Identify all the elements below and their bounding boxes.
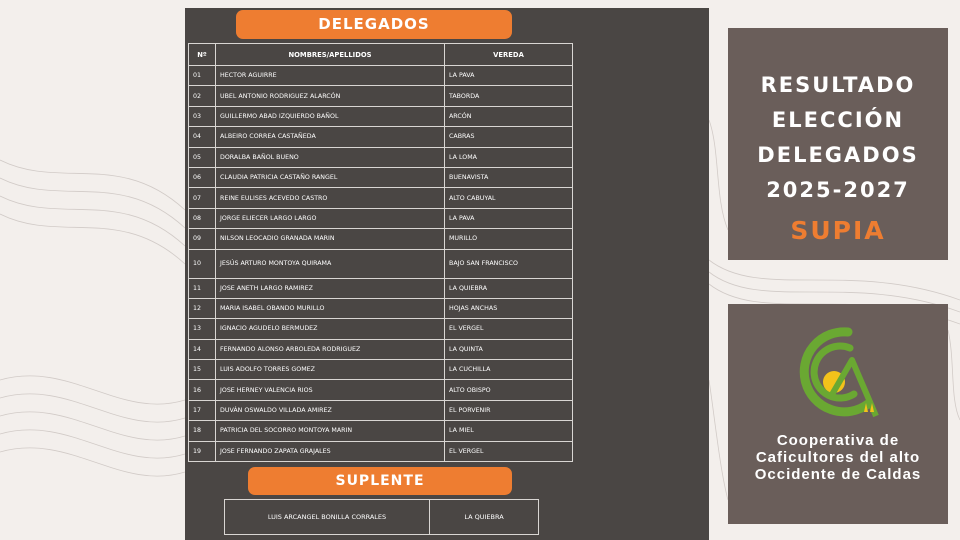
table-row (189, 106, 573, 126)
row-number: 13 (189, 319, 216, 339)
row-number: 06 (189, 167, 216, 187)
row-vereda: EL PORVENIR (445, 400, 573, 420)
table-row (189, 319, 573, 339)
table-row (189, 360, 573, 380)
row-vereda: BUENAVISTA (445, 167, 573, 187)
row-number: 03 (189, 106, 216, 126)
row-number: 19 (189, 441, 216, 461)
row-number: 08 (189, 208, 216, 228)
table-row (189, 421, 573, 441)
row-name: DUVÁN OSWALDO VILLADA AMIREZ (216, 400, 445, 420)
row-number: 04 (189, 127, 216, 147)
table-row (189, 229, 573, 249)
row-name: ALBEIRO CORREA CASTAÑEDA (216, 127, 445, 147)
result-box (728, 28, 948, 260)
row-name: DORALBA BAÑOL BUENO (216, 147, 445, 167)
result-city: SUPIA (790, 216, 886, 245)
row-number: 17 (189, 400, 216, 420)
row-name: CLAUDIA PATRICIA CASTAÑO RANGEL (216, 167, 445, 187)
row-name: JOSE FERNANDO ZAPATA GRAJALES (216, 441, 445, 461)
row-vereda: CABRAS (445, 127, 573, 147)
suplente-header: SUPLENTE (248, 467, 512, 495)
row-name: FERNANDO ALONSO ARBOLEDA RODRIGUEZ (216, 339, 445, 359)
row-name: JOSE HERNEY VALENCIA RIOS (216, 380, 445, 400)
row-number: 05 (189, 147, 216, 167)
result-title: RESULTADO ELECCIÓN DELEGADOS 2025-2027 (757, 73, 919, 202)
row-name: GUILLERMO ABAD IZQUIERDO BAÑOL (216, 106, 445, 126)
column-header-number: Nº (189, 44, 216, 66)
suplente-vereda: LA QUIEBRA (430, 500, 539, 535)
table-row (189, 249, 573, 278)
row-number: 18 (189, 421, 216, 441)
row-vereda: LA MIEL (445, 421, 573, 441)
row-vereda: LA QUINTA (445, 339, 573, 359)
row-name: LUIS ADOLFO TORRES GOMEZ (216, 360, 445, 380)
row-name: IGNACIO AGUDELO BERMUDEZ (216, 319, 445, 339)
delegates-table (188, 43, 573, 462)
table-row (189, 339, 573, 359)
row-number: 09 (189, 229, 216, 249)
table-row (189, 188, 573, 208)
row-number: 07 (189, 188, 216, 208)
table-row (189, 298, 573, 318)
row-vereda: LA PAVA (445, 66, 573, 86)
row-name: MARIA ISABEL OBANDO MURILLO (216, 298, 445, 318)
row-name: REINE EULISES ACEVEDO CASTRO (216, 188, 445, 208)
row-number: 15 (189, 360, 216, 380)
row-vereda: BAJO SAN FRANCISCO (445, 249, 573, 278)
delegados-header: DELEGADOS (236, 10, 512, 39)
row-name: UBEL ANTONIO RODRIGUEZ ALARCÓN (216, 86, 445, 106)
row-number: 01 (189, 66, 216, 86)
row-vereda: LA LOMA (445, 147, 573, 167)
table-row (189, 86, 573, 106)
table-row (189, 147, 573, 167)
row-number: 14 (189, 339, 216, 359)
row-name: PATRICIA DEL SOCORRO MONTOYA MARIN (216, 421, 445, 441)
cooperative-logo-icon (790, 320, 890, 430)
row-number: 10 (189, 249, 216, 278)
table-header-row (189, 44, 573, 66)
table-row (189, 127, 573, 147)
row-vereda: LA CUCHILLA (445, 360, 573, 380)
row-number: 12 (189, 298, 216, 318)
table-row (189, 441, 573, 461)
column-header-vereda: VEREDA (445, 44, 573, 66)
table-row (225, 500, 539, 535)
row-number: 02 (189, 86, 216, 106)
suplente-name: LUIS ARCANGEL BONILLA CORRALES (225, 500, 430, 535)
row-vereda: ALTO OBISPO (445, 380, 573, 400)
row-vereda: MURILLO (445, 229, 573, 249)
table-row (189, 400, 573, 420)
cooperative-name: Cooperativa de Caficultores del alto Occidente de Caldas (754, 432, 922, 483)
table-row (189, 208, 573, 228)
row-vereda: ARCÓN (445, 106, 573, 126)
table-row (189, 66, 573, 86)
cooperative-box (728, 304, 948, 524)
column-header-names: NOMBRES/APELLIDOS (216, 44, 445, 66)
row-name: JORGE ELIECER LARGO LARGO (216, 208, 445, 228)
table-row (189, 278, 573, 298)
row-number: 11 (189, 278, 216, 298)
table-row (189, 167, 573, 187)
row-vereda: TABORDA (445, 86, 573, 106)
table-row (189, 380, 573, 400)
row-number: 16 (189, 380, 216, 400)
row-vereda: ALTO CABUYAL (445, 188, 573, 208)
row-vereda: LA QUIEBRA (445, 278, 573, 298)
suplente-table (224, 499, 539, 535)
row-name: NILSON LEOCADIO GRANADA MARIN (216, 229, 445, 249)
row-name: HECTOR AGUIRRE (216, 66, 445, 86)
row-name: JOSE ANETH LARGO RAMIREZ (216, 278, 445, 298)
row-vereda: HOJAS ANCHAS (445, 298, 573, 318)
row-vereda: EL VERGEL (445, 441, 573, 461)
row-name: JESÚS ARTURO MONTOYA QUIRAMA (216, 249, 445, 278)
row-vereda: LA PAVA (445, 208, 573, 228)
row-vereda: EL VERGEL (445, 319, 573, 339)
